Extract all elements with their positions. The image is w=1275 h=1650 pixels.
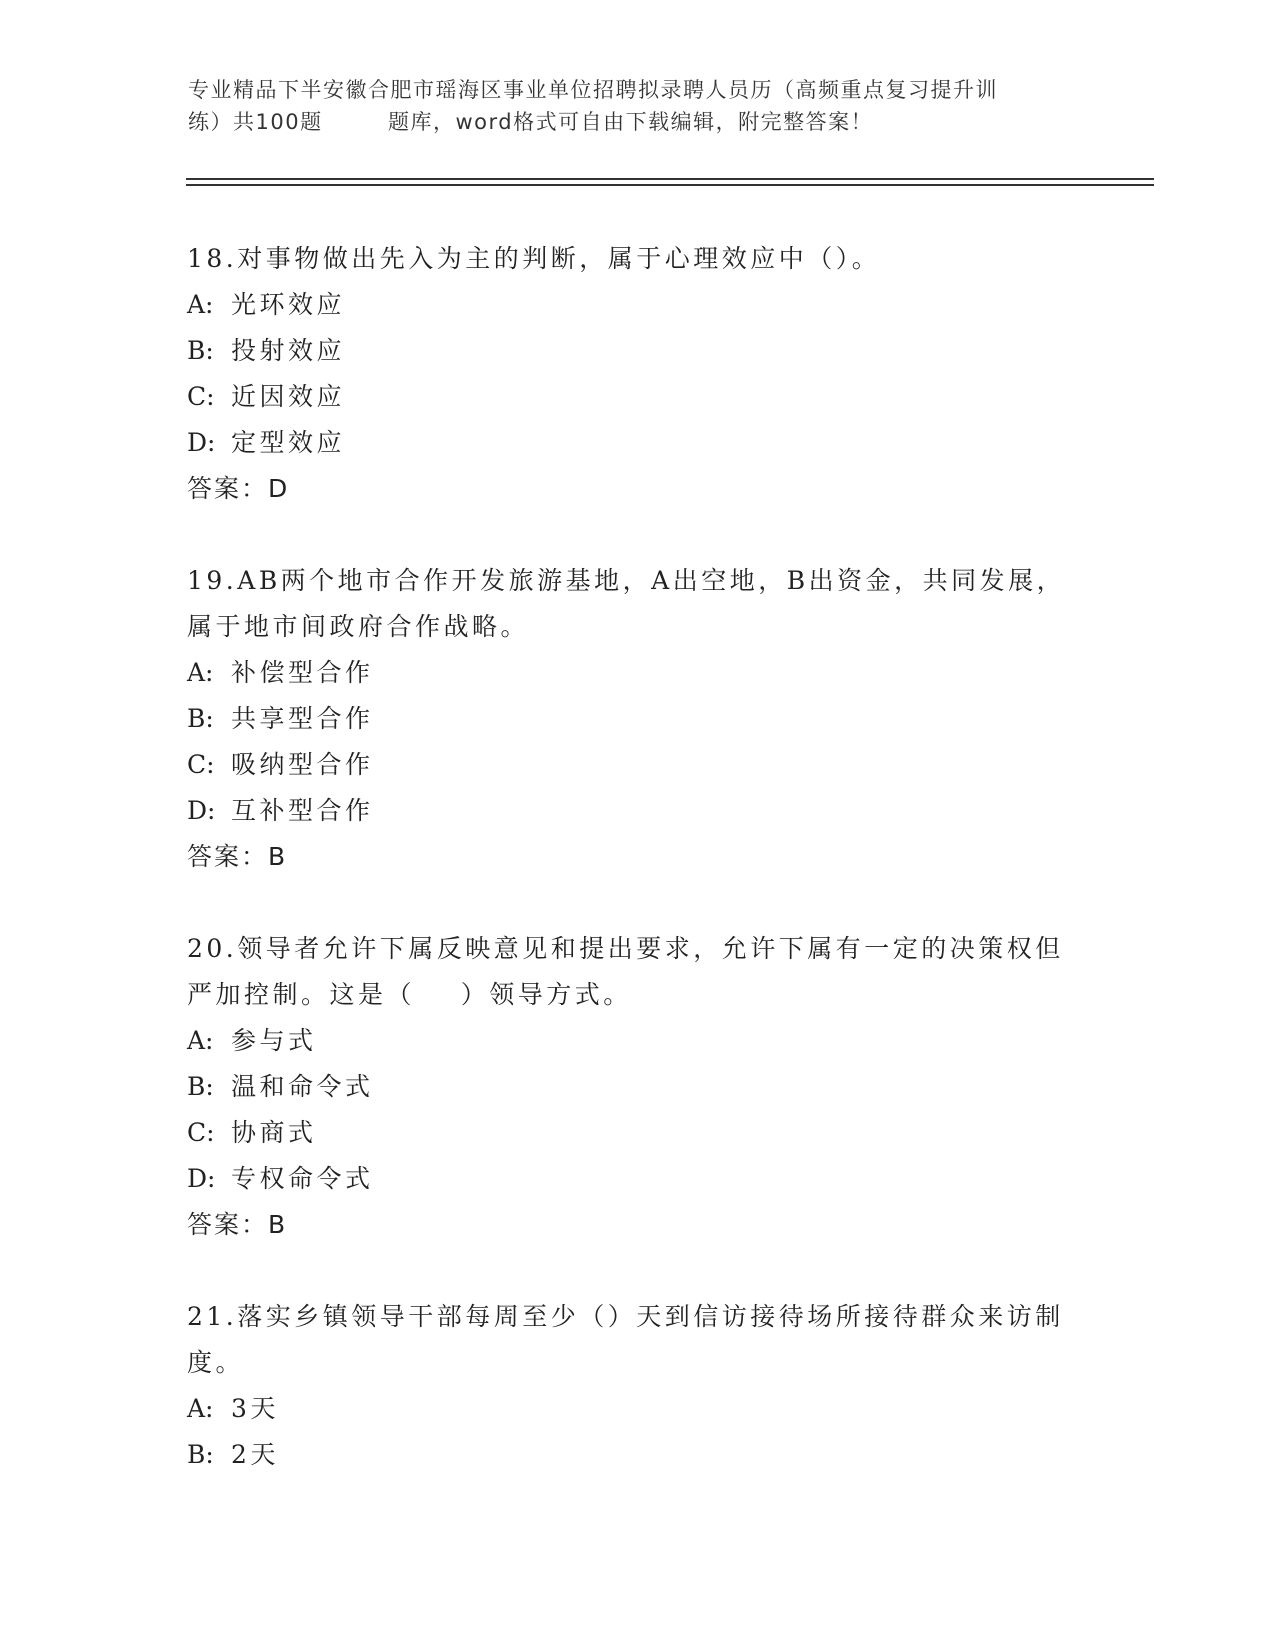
question-19 <box>187 558 1087 880</box>
option-text: 吸纳型合作 <box>231 750 374 779</box>
option-letter: D: <box>187 428 216 457</box>
option-a <box>187 1386 1087 1432</box>
header-divider-bottom <box>186 184 1154 186</box>
question-stem-line-2: 度。 <box>187 1348 245 1377</box>
question-21 <box>187 1294 1087 1478</box>
option-letter: C: <box>187 1118 215 1147</box>
header-line-1: 专业精品下半安徽合肥市瑶海区事业单位招聘拟录聘人员历（高频重点复习提升训 <box>188 78 998 102</box>
option-b <box>187 1432 1087 1478</box>
option-letter: B: <box>187 1072 214 1101</box>
option-text: 共享型合作 <box>231 704 374 733</box>
option-c <box>187 1110 1087 1156</box>
option-letter: D: <box>187 796 216 825</box>
option-letter: C: <box>187 382 215 411</box>
option-text: 定型效应 <box>231 428 346 457</box>
document-header <box>188 74 1088 138</box>
question-stem-line-1: 21.落实乡镇领导干部每周至少（）天到信访接待场所接待群众来访制 <box>187 1302 1064 1331</box>
question-18 <box>187 236 1087 512</box>
option-d <box>187 1156 1087 1202</box>
option-text: 3天 <box>231 1394 279 1423</box>
header-line-2: 练）共100题 题库，word格式可自由下载编辑，附完整答案！ <box>188 110 874 134</box>
question-list <box>187 236 1087 1524</box>
option-a <box>187 282 1087 328</box>
option-text: 协商式 <box>231 1118 317 1147</box>
option-letter: A: <box>187 1026 214 1055</box>
option-text: 2天 <box>231 1440 279 1469</box>
option-text: 参与式 <box>231 1026 317 1055</box>
question-stem-line-1: 20.领导者允许下属反映意见和提出要求，允许下属有一定的决策权但 <box>187 934 1064 963</box>
option-b <box>187 328 1087 374</box>
option-text: 补偿型合作 <box>231 658 374 687</box>
question-stem-line-1: 19.AB两个地市合作开发旅游基地，A出空地，B出资金，共同发展， <box>187 566 1066 595</box>
question-20 <box>187 926 1087 1248</box>
question-stem: 18.对事物做出先入为主的判断，属于心理效应中（）。 <box>187 244 881 273</box>
option-letter: A: <box>187 1394 214 1423</box>
header-divider-top <box>186 178 1154 180</box>
option-text: 投射效应 <box>231 336 346 365</box>
option-b <box>187 1064 1087 1110</box>
option-letter: D: <box>187 1164 216 1193</box>
option-text: 近因效应 <box>231 382 346 411</box>
option-d <box>187 420 1087 466</box>
answer-line: 答案：D <box>187 474 290 503</box>
option-c <box>187 374 1087 420</box>
option-letter: A: <box>187 290 214 319</box>
question-stem-line-2: 严加控制。这是（ ）领导方式。 <box>187 980 632 1009</box>
option-a <box>187 1018 1087 1064</box>
option-b <box>187 696 1087 742</box>
option-text: 专权命令式 <box>231 1164 374 1193</box>
question-stem-line-2: 属于地市间政府合作战略。 <box>187 612 530 641</box>
answer-line: 答案：B <box>187 1210 288 1239</box>
option-c <box>187 742 1087 788</box>
option-letter: C: <box>187 750 215 779</box>
option-d <box>187 788 1087 834</box>
answer-line: 答案：B <box>187 842 288 871</box>
option-text: 温和命令式 <box>231 1072 374 1101</box>
option-letter: A: <box>187 658 214 687</box>
option-letter: B: <box>187 704 214 733</box>
option-a <box>187 650 1087 696</box>
option-letter: B: <box>187 1440 214 1469</box>
option-letter: B: <box>187 336 214 365</box>
option-text: 互补型合作 <box>231 796 374 825</box>
option-text: 光环效应 <box>231 290 346 319</box>
